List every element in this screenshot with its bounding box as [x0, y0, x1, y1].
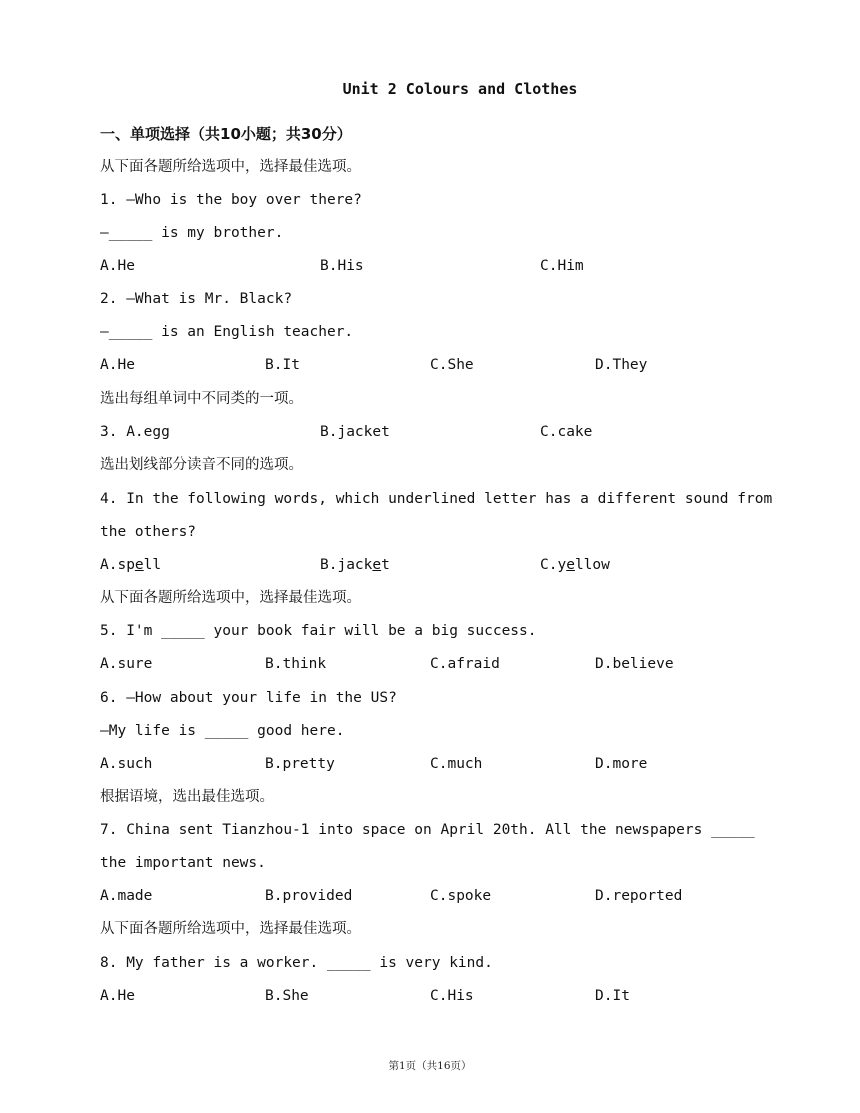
q3-option-b[interactable]: B.jacket [320, 424, 390, 440]
q6-option-d[interactable]: D.more [595, 756, 648, 772]
q6-option-a[interactable]: A.such [100, 756, 153, 772]
q4-option-a-underlined: e [134, 557, 144, 573]
q4-stem: 4. In the following words, which underlined letter has a different sound from [100, 491, 773, 507]
q5-option-b[interactable]: B.think [265, 656, 327, 672]
q4-option-a-pre: A.sp [100, 557, 135, 573]
q5-stem: 5. I'm _____ your book fair will be a big success. [100, 623, 537, 639]
q4-option-c-underlined: e [566, 557, 575, 573]
q4-option-b-underlined: e [372, 557, 382, 573]
q8-option-d[interactable]: D.It [595, 988, 630, 1004]
q1-stem-answer: —_____ is my brother. [100, 225, 284, 241]
q4-option-c[interactable] [540, 555, 610, 575]
q1-option-a[interactable]: A.He [100, 258, 135, 274]
q5-option-d[interactable]: D.believe [595, 656, 674, 672]
q8-option-c[interactable]: C.His [430, 988, 474, 1004]
instruction-choose-best-3: 从下面各题所给选项中，选择最佳选项。 [100, 921, 361, 937]
q7-option-b[interactable]: B.provided [265, 888, 353, 904]
q7-stem-cont: the important news. [100, 855, 266, 871]
q7-option-d[interactable]: D.reported [595, 888, 683, 904]
instruction-underline-sound: 选出划线部分读音不同的选项。 [100, 457, 303, 473]
q4-option-b-post: t [381, 557, 390, 573]
instruction-choose-best-1: 从下面各题所给选项中，选择最佳选项。 [100, 159, 361, 175]
q1-option-c[interactable]: C.Him [540, 258, 584, 274]
q7-option-c[interactable]: C.spoke [430, 888, 492, 904]
q1-stem: 1. —Who is the boy over there? [100, 192, 362, 208]
instruction-odd-one-out: 选出每组单词中不同类的一项。 [100, 391, 303, 407]
q7-option-a[interactable]: A.made [100, 888, 153, 904]
q4-option-b-pre: B.jack [320, 557, 373, 573]
q4-option-a[interactable] [100, 555, 161, 575]
page-footer: 第1页（共16页） [388, 1060, 472, 1072]
instruction-choose-best-2: 从下面各题所给选项中，选择最佳选项。 [100, 590, 361, 606]
section-heading: 一、单项选择（共10小题；共30分） [100, 125, 352, 143]
q2-option-a[interactable]: A.He [100, 357, 135, 373]
q6-option-b[interactable]: B.pretty [265, 756, 335, 772]
q8-option-a[interactable]: A.He [100, 988, 135, 1004]
q4-option-b[interactable] [320, 555, 390, 575]
q2-option-d[interactable]: D.They [595, 357, 648, 373]
instruction-context-best: 根据语境，选出最佳选项。 [100, 789, 274, 805]
q4-option-c-pre: C.y [540, 557, 567, 573]
q6-stem-answer: —My life is _____ good here. [100, 723, 345, 739]
q5-option-a[interactable]: A.sure [100, 656, 153, 672]
q2-stem: 2. —What is Mr. Black? [100, 291, 293, 307]
q3-stem-option-a[interactable]: 3. A.egg [100, 424, 170, 440]
q5-option-c[interactable]: C.afraid [430, 656, 500, 672]
q2-stem-answer: —_____ is an English teacher. [100, 324, 354, 340]
q2-option-b[interactable]: B.It [265, 357, 300, 373]
q8-stem: 8. My father is a worker. _____ is very kind. [100, 955, 493, 971]
q4-option-a-post: ll [143, 557, 162, 573]
q4-stem-cont: the others? [100, 524, 197, 540]
page-title: Unit 2 Colours and Clothes [342, 80, 578, 98]
q7-stem: 7. China sent Tianzhou-1 into space on April 20th. All the newspapers _____ [100, 822, 755, 838]
q8-option-b[interactable]: B.She [265, 988, 309, 1004]
q6-option-c[interactable]: C.much [430, 756, 483, 772]
q6-stem: 6. —How about your life in the US? [100, 690, 397, 706]
q2-option-c[interactable]: C.She [430, 357, 474, 373]
q3-option-c[interactable]: C.cake [540, 424, 593, 440]
q1-option-b[interactable]: B.His [320, 258, 364, 274]
q4-option-c-post: llow [574, 557, 610, 573]
